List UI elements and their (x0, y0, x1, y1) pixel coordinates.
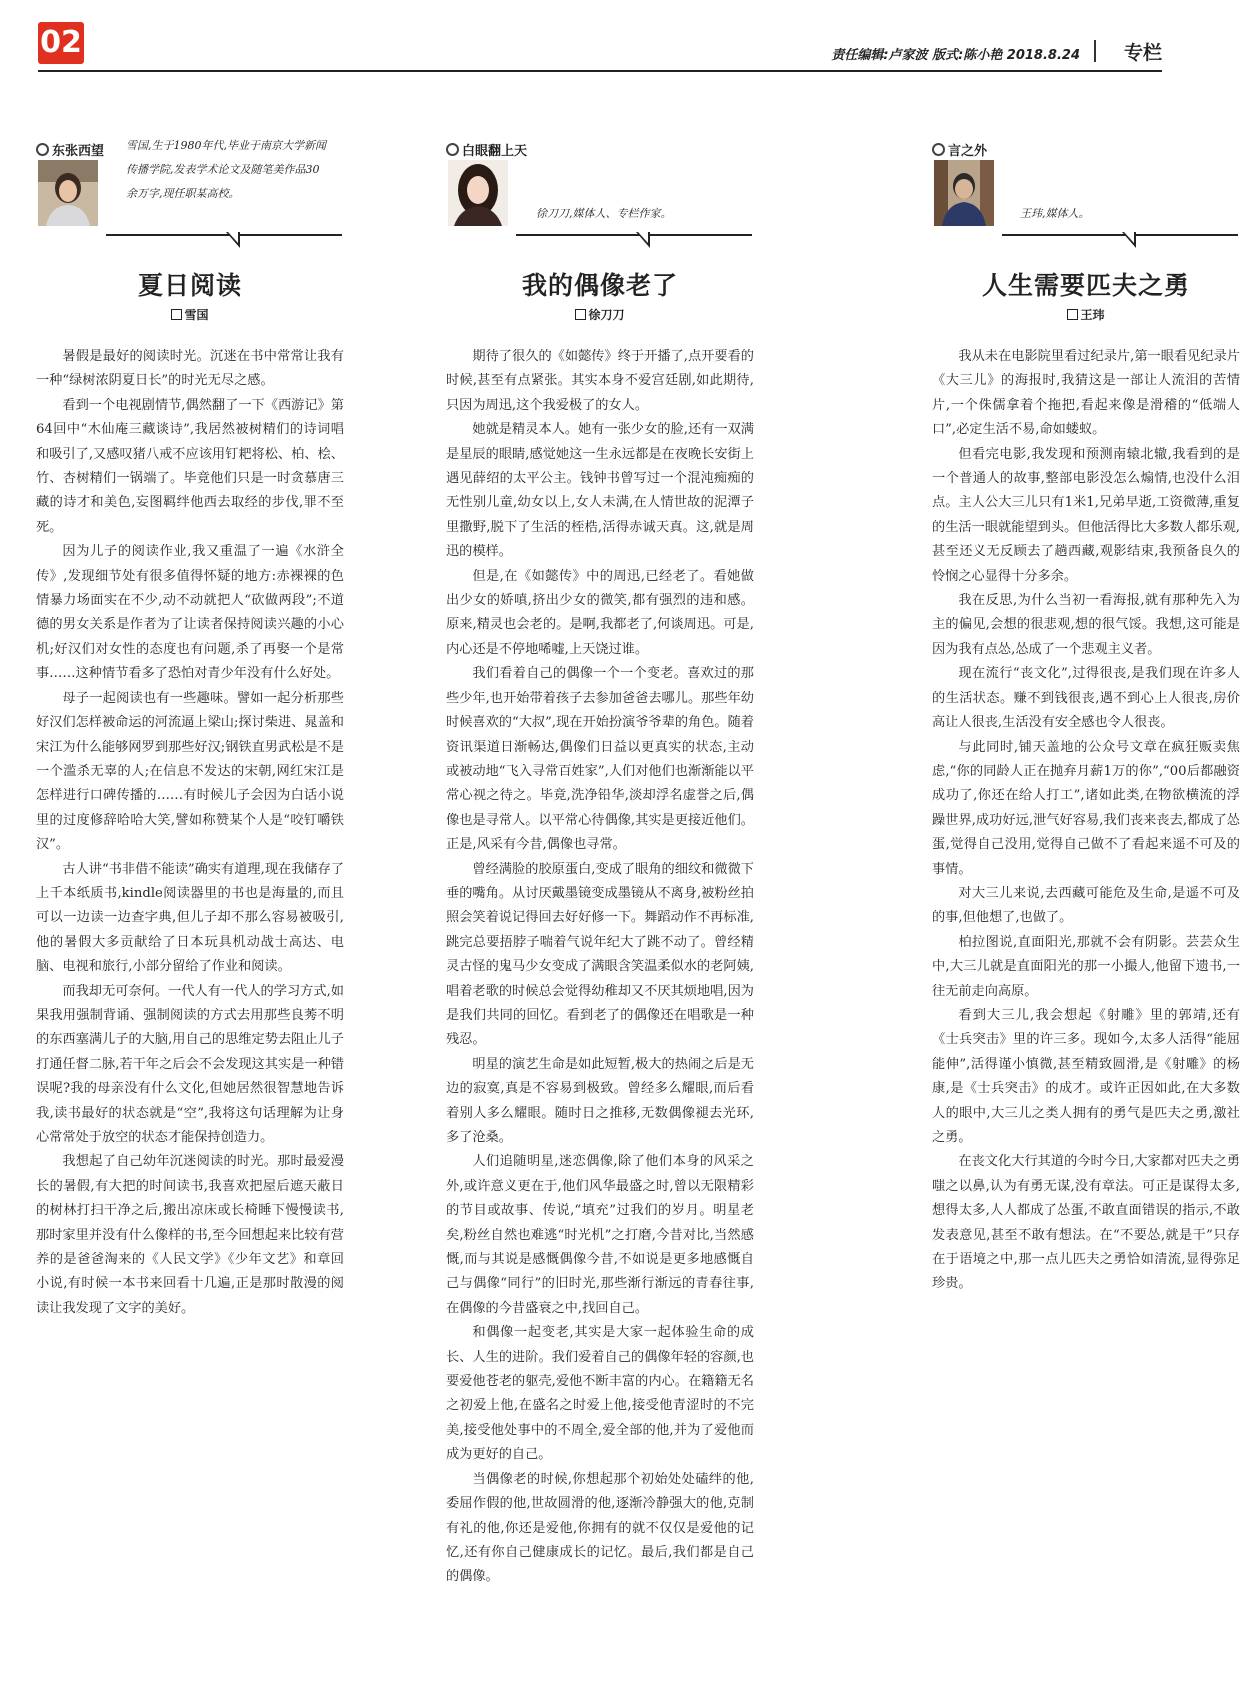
paragraph: 但是,在《如懿传》中的周迅,已经老了。看她做出少女的娇嗔,挤出少女的微笑,都有强烈的违和感。原来,精灵也会老的。是啊,我都老了,何谈周迅。可是,内心还是不停地唏嘘,上天饶过谁。 (446, 568, 754, 657)
paragraph: 明星的演艺生命是如此短暂,极大的热闹之后是无边的寂寞,真是不容易到极致。曾经多么耀眼,而后看着别人多么耀眼。随时日之推移,无数偶像褪去光环,多了沧桑。 (446, 1056, 754, 1145)
byline-head (446, 140, 754, 260)
column-mark-icon (446, 143, 459, 156)
article-author: 雪国 (36, 306, 344, 323)
paragraph: 暑假是最好的阅读时光。沉迷在书中常常让我有一种“绿树浓阴夏日长”的时光无尽之感。 (36, 349, 344, 389)
column-3 (932, 140, 1240, 1297)
byline-head (932, 140, 1240, 260)
article-body (932, 345, 1240, 1297)
top-rule (38, 70, 1162, 72)
paragraph: 而我却无可奈何。一代人有一代人的学习方式,如果我用强制背诵、强制阅读的方式去用那些良莠不明的东西塞满儿子的大脑,用自己的思维定势去阻止儿子打通任督二脉,若干年之后会不会发现这其实是一种错误呢?我的母亲没有什么文化,但她居然很智慧地告诉我,读书最好的状态就是“空”,我将这句话理解为让身心常常处于放空的状态才能保持创造力。 (36, 983, 344, 1145)
column-mark-icon (932, 143, 945, 156)
avatar (934, 160, 994, 226)
column-name: 东张西望 (36, 140, 104, 159)
article-body (446, 345, 754, 1590)
paragraph: 看到大三儿,我会想起《射雕》里的郭靖,还有《士兵突击》里的许三多。现如今,太多人活得“能屈能伸”,活得谨小慎微,甚至精致圆滑,是《射雕》的杨康,是《士兵突击》的成才。或许正因如此,在大多数人的眼中,大三儿之类人拥有的勇气是匹夫之勇,激社之勇。 (932, 1007, 1240, 1145)
paragraph: 人们追随明星,迷恋偶像,除了他们本身的风采之外,或许意义更在于,他们风华最盛之时,曾以无限精彩的节目或故事、传说,“填充”过我们的岁月。明星老矣,粉丝自然也难逃“时光机”之打磨,今昔对比,当然感慨,而与其说是感慨偶像今昔,不如说是更多地感慨自己与偶像“同行”的旧时光,那些渐行渐远的青春往事,在偶像的今昔盛衰之中,找回自己。 (446, 1154, 754, 1316)
paragraph: 曾经满脸的胶原蛋白,变成了眼角的细纹和微微下垂的嘴角。从讨厌戴墨镜变成墨镜从不离身,被粉丝拍照会笑着说记得回去好好修一下。舞蹈动作不再标准,跳完总要捂脖子喘着气说年纪大了跳不动了。曾经精灵古怪的鬼马少女变成了满眼含笑温柔似水的老阿姨,唱着老歌的时候总会觉得幼稚却又不厌其烦地唱,因为是我们共同的回忆。看到老了的偶像还在唱歌是一种残忍。 (446, 861, 754, 1048)
article-title: 我的偶像老了 (521, 271, 678, 300)
paragraph: 看到一个电视剧情节,偶然翻了一下《西游记》第64回中“木仙庵三藏谈诗”,我居然被树精们的诗词唱和吸引了,又感叹猪八戒不应该用钉耙将松、柏、桧、竹、杏树精们一锅端了。毕竟他们只是一时贪慕唐三藏的诗才和美色,妄图羁绊他西去取经的步伐,罪不至死。 (36, 397, 344, 535)
article-author: 王玮 (932, 306, 1240, 323)
author-bio: 王玮,媒体人。 (1020, 207, 1090, 220)
paragraph: 当偶像老的时候,你想起那个初始处处磕绊的他,委屈作假的他,世故圆滑的他,逐渐冷静强大的他,克制有礼的他,你还是爱他,你拥有的就不仅仅是爱他的记忆,还有你自己健康成长的记忆。最后,我们都是自己的偶像。 (446, 1471, 754, 1585)
author-bio: 徐刀刀,媒体人、专栏作家。 (536, 207, 672, 220)
article-body (36, 345, 344, 1321)
column-name: 言之外 (932, 140, 987, 159)
article-title: 人生需要匹夫之勇 (981, 271, 1190, 300)
paragraph: 我们看着自己的偶像一个一个变老。喜欢过的那些少年,也开始带着孩子去参加爸爸去哪儿。那些年幼时候喜欢的“大叔”,现在开始扮演爷爷辈的角色。随着资讯渠道日渐畅达,偶像们日益以更真实的状态,主动或被动地“飞入寻常百姓家”,人们对他们也渐渐能以平常心视之待之。毕竟,洗净铅华,淡却浮名虚誉之后,偶像也是寻常人。以平常心待偶像,其实是更接近他们。正是,风采有今昔,偶像也寻常。 (446, 666, 754, 853)
speech-bubble (1002, 222, 1238, 236)
paragraph: 古人讲“书非借不能读”确实有道理,现在我储存了上千本纸质书,kindle阅读器里的书也是海量的,而且可以一边读一边查字典,但儿子却不那么容易被吸引,他的暑假大多贡献给了日本玩具机动战士高达、电脑、电视和旅行,小部分留给了作业和阅读。 (36, 861, 344, 975)
avatar (38, 160, 98, 226)
speech-bubble (106, 222, 342, 236)
paragraph: 但看完电影,我发现和预测南辕北辙,我看到的是一个普通人的故事,整部电影没怎么煽情,也没什么泪点。主人公大三儿只有1米1,兄弟早逝,工资微薄,重复的生活一眼就能望到头。但他活得比大多数人都乐观,甚至还义无反顾去了趟西藏,观影结束,我预备良久的怜悯之心显得十分多余。 (932, 446, 1240, 584)
paragraph: 期待了很久的《如懿传》终于开播了,点开要看的时候,甚至有点紧张。其实本身不爱宫廷剧,如此期待,只因为周迅,这个我爱极了的女人。 (446, 349, 754, 413)
column-1 (36, 140, 344, 1321)
paragraph: 我在反思,为什么当初一看海报,就有那种先入为主的偏见,会想的很悲观,想的很气馁。我想,这可能是因为我有点怂,怂成了一个悲观主义者。 (932, 593, 1240, 657)
paragraph: 现在流行“丧文化”,过得很丧,是我们现在许多人的生活状态。赚不到钱很丧,遇不到心上人很丧,房价高让人很丧,生活没有安全感也令人很丧。 (932, 666, 1240, 731)
column-name: 白眼翻上天 (446, 140, 527, 159)
author-bio: 雪国,生于1980年代,毕业于南京大学新闻传播学院,发表学术论文及随笔美作品30余万字,现任职某高校。 (126, 139, 326, 200)
paragraph: 我想起了自己幼年沉迷阅读的时光。那时最爱漫长的暑假,有大把的时间读书,我喜欢把屋后遮天蔽日的树林打扫干净之后,搬出凉床或长椅睡下慢慢读书,那时家里并没有什么像样的书,至今回想起来比较有营养的是爸爸淘来的《人民文学》《少年文艺》和章回小说,有时候一本书来回看十几遍,正是那时散漫的阅读让我发现了文字的美好。 (36, 1154, 344, 1316)
column-2 (446, 140, 754, 1590)
speech-bubble (516, 222, 752, 236)
paragraph: 与此同时,铺天盖地的公众号文章在疯狂贩卖焦虑,“你的同龄人正在抛弃月薪1万的你”,“00后都融资成功了,你还在给人打工”,诸如此类,在物欲横流的浮躁世界,成功好远,泄气好容易,我们丧来丧去,都成了怂蛋,觉得自己没用,觉得自己做不了看起来遥不可及的事情。 (932, 739, 1240, 877)
paragraph: 对大三儿来说,去西藏可能危及生命,是遥不可及的事,但他想了,也做了。 (932, 885, 1240, 926)
paragraph: 母子一起阅读也有一些趣味。譬如一起分析那些好汉们怎样被命运的河流逼上梁山;探讨柴进、晁盖和宋江为什么能够网罗到那些好汉;钢铁直男武松是不是一个滥杀无辜的人;在信息不发达的宋朝,网红宋江是怎样进行口碑传播的……有时候儿子会因为白话小说里的过度修辞哈哈大笑,譬如称赞某个人是“咬钉嚼铁汉”。 (36, 690, 344, 853)
paragraph: 我从未在电影院里看过纪录片,第一眼看见纪录片《大三儿》的海报时,我猜这是一部让人流泪的苦情片,一个侏儒拿着个拖把,看起来像是滑稽的“低端人口”,必定生活不易,命如蝼蚁。 (932, 349, 1240, 438)
article-title: 夏日阅读 (137, 271, 242, 300)
paragraph: 柏拉图说,直面阳光,那就不会有阴影。芸芸众生中,大三儿就是直面阳光的那一小撮人,他留下遗书,一往无前走向高原。 (932, 934, 1240, 999)
header-separator (1094, 40, 1096, 62)
paragraph: 她就是精灵本人。她有一张少女的脸,还有一双满是星辰的眼睛,感觉她这一生永远都是在夜晚长安街上遇见薛绍的太平公主。钱钟书曾写过一个混沌痴痴的无性别儿童,幼女以上,女人未满,在人情世故的泥潭子里撒野,脱下了生活的桎梏,活得赤诚天真。这,就是周迅的模样。 (446, 422, 754, 560)
avatar (448, 160, 508, 226)
article-author: 徐刀刀 (446, 306, 754, 323)
paragraph: 在丧文化大行其道的今时今日,大家都对匹夫之勇嗤之以鼻,认为有勇无谋,没有章法。可正是谋得太多,想得太多,人人都成了怂蛋,不敢直面错误的指示,不敢发表意见,甚至不敢有想法。在“不要怂,就是干”只存在于语境之中,那一点儿匹夫之勇恰如清流,显得弥足珍贵。 (932, 1154, 1240, 1292)
byline-head (36, 140, 344, 260)
paragraph: 和偶像一起变老,其实是大家一起体验生命的成长、人生的进阶。我们爱着自己的偶像年轻的容颜,也要爱他苍老的躯壳,爱他不断丰富的内心。在籍籍无名之初爱上他,在盛名之时爱上他,接受他青涩时的不完美,接受他处事中的不周全,爱全部的他,并为了爱他而成为更好的自己。 (446, 1325, 754, 1463)
page-number: 02 (38, 22, 84, 64)
column-mark-icon (36, 143, 49, 156)
paragraph: 因为儿子的阅读作业,我又重温了一遍《水浒全传》,发现细节处有很多值得怀疑的地方:赤裸裸的色情暴力场面实在不少,动不动就把人“砍做两段”;不道德的男女关系是作者为了让读者保持阅读兴趣的小心机;好汉们对女性的态度也有问题,杀了再娶一个是常事……这种情节看多了恐怕对青少年没有什么好处。 (36, 544, 344, 682)
section-name: 专栏 (1123, 42, 1162, 64)
editor-info: 责任编辑:卢家波 版式:陈小艳 2018.8.24 (831, 48, 1080, 63)
